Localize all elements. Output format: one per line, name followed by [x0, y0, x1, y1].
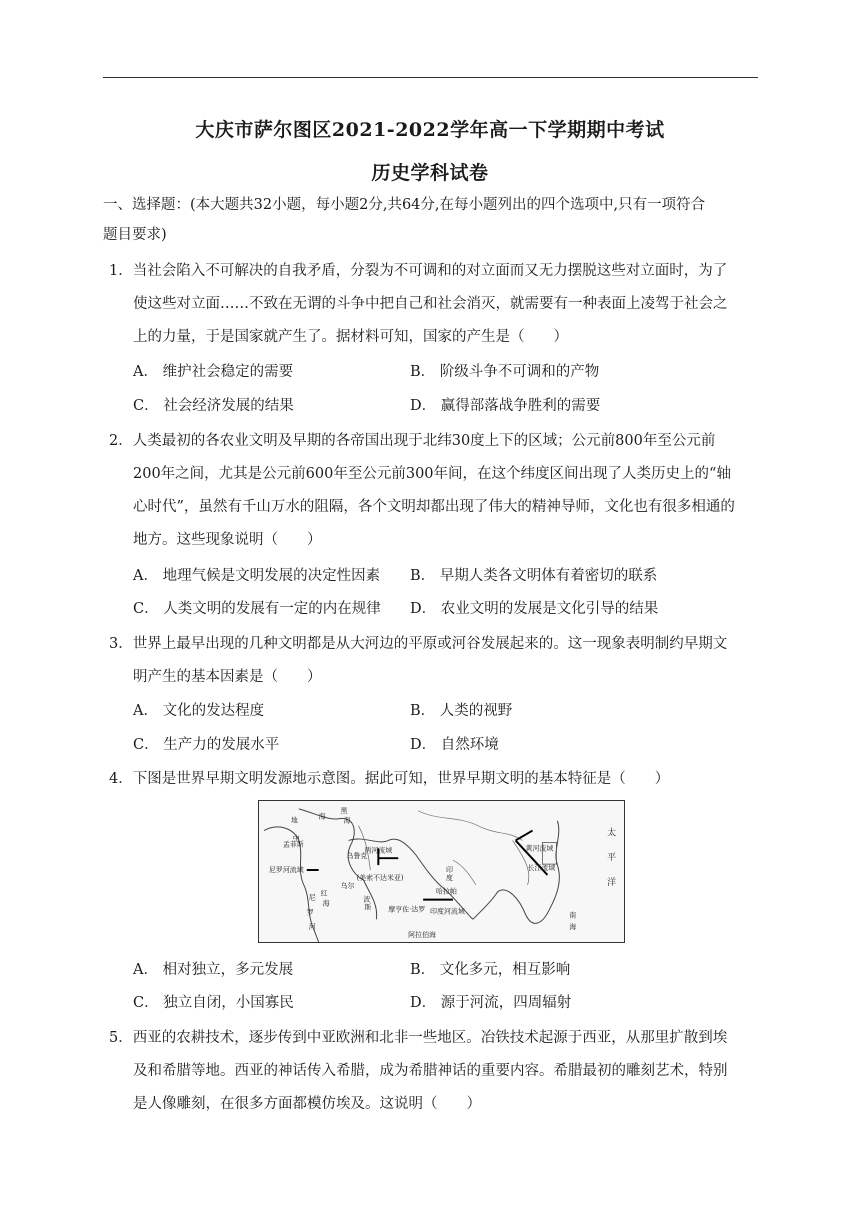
q2-stem-line1: 2．人类最初的各农业文明及早期的各帝国出现于北纬30度上下的区域；公元前800年至公元前 — [109, 433, 716, 449]
map-label-wulu: 乌鲁克 — [346, 852, 368, 861]
q2-stem-line2: 200年之间，尤其是公元前600年至公元前300年间，在这个纬度区间出现了人类历史上的“轴 — [133, 466, 731, 482]
q2-stem-line3: 心时代”，虽然有千山万水的阻隔，各个文明却都出现了伟大的精神导师，文化也有很多相通的 — [133, 499, 735, 515]
q4-stem-line1: 4．下图是世界早期文明发源地示意图。据此可知，世界早期文明的基本特征是（ ） — [109, 771, 670, 787]
map-label-lianghe: 两河流域 — [364, 846, 393, 855]
q2-stem-line4: 地方。这些现象说明（ ） — [133, 532, 322, 548]
map-label-arabian-sea: 阿拉伯海 — [408, 931, 436, 940]
q1-option-c: C． 社会经济发展的结果 — [133, 398, 294, 414]
map-label-nanhai: 海 — [569, 923, 577, 932]
map-label-meisu: (美索不达米亚) — [356, 873, 404, 882]
exam-subtitle: 历史学科试卷 — [371, 162, 489, 184]
map-label-bosi2: 斯 — [364, 903, 372, 912]
map-label-di: 地 — [290, 816, 298, 825]
q4-option-b: B． 文化多元，相互影响 — [410, 962, 571, 978]
q2-option-b: B． 早期人类各文明体有着密切的联系 — [410, 568, 658, 584]
q1-stem-line2: 使这些对立面……不致在无谓的斗争中把自己和社会消灭，就需要有一种表面上凌驾于社会之 — [133, 296, 728, 312]
map-label-yangtze: 长江流域 — [527, 864, 556, 873]
map-label-nan: 南 — [569, 911, 577, 920]
early-civilizations-map — [258, 800, 625, 943]
q5-stem-line1: 5．西亚的农耕技术，逐步传到中亚欧洲和北非一些地区。冶铁技术起源于西亚，从那里扩散到埃 — [109, 1030, 728, 1046]
q1-option-b: B． 阶级斗争不可调和的产物 — [410, 364, 600, 380]
q3-option-d: D． 自然环境 — [410, 737, 499, 753]
map-label-harappa: 哈拉帕 — [436, 887, 457, 896]
q5-stem-line2: 及和希腊等地。西亚的神话传入希腊，成为希腊神话的重要内容。希腊最初的雕刻艺术，特别 — [133, 1063, 728, 1079]
q3-stem-line1: 3．世界上最早出现的几种文明都是从大河边的平原或河谷发展起来的。这一现象表明制约早期文 — [109, 636, 728, 652]
map-label-he: 河 — [308, 923, 316, 932]
section-instruction-line1: 一、选择题：(本大题共32小题，每小题2分,共64分,在每小题列出的四个选项中,只有一项符合 — [103, 197, 706, 213]
map-label-ping: 平 — [607, 853, 617, 864]
map-label-hai: 海 — [318, 812, 326, 821]
q3-option-b: B． 人类的视野 — [410, 703, 513, 719]
q5-stem-line3: 是人像雕刻，在很多方面都模仿埃及。这说明（ ） — [133, 1096, 481, 1112]
map-label-yin: 印 — [445, 866, 453, 874]
q3-option-a: A． 文化的发达程度 — [133, 703, 265, 719]
q1-stem-line3: 上的力量，于是国家就产生了。据材料可知，国家的产生是（ ） — [133, 329, 568, 345]
q4-option-c: C． 独立自闭，小国寡民 — [133, 995, 294, 1011]
q2-option-d: D． 农业文明的发展是文化引导的结果 — [410, 601, 659, 617]
q2-option-a: A． 地理气候是文明发展的决定性因素 — [133, 568, 381, 584]
q3-stem-line2: 明产生的基本因素是（ ） — [133, 669, 322, 685]
map-label-hei: 黑 — [340, 806, 348, 815]
map-label-hong2: 海 — [322, 899, 330, 908]
map-label-hai2: 海 — [343, 816, 351, 825]
map-label-zhong: 中 — [292, 834, 300, 843]
map-label-yellow-river: 黄河流域 — [525, 844, 554, 853]
section-instruction-line2: 题目要求) — [103, 227, 167, 243]
map-label-ni: 尼 — [308, 893, 316, 902]
map-label-hong: 红 — [320, 889, 328, 898]
q1-option-a: A． 维护社会稳定的需要 — [133, 364, 294, 380]
top-rule — [103, 77, 758, 78]
map-label-luo: 罗 — [306, 908, 314, 917]
map-label-indus: 印度河流域 — [430, 907, 465, 916]
q3-option-c: C． 生产力的发展水平 — [133, 737, 280, 753]
map-label-mengfisi: 孟菲斯 — [282, 840, 304, 849]
map-label-yang: 洋 — [607, 877, 617, 888]
q1-option-d: D． 赢得部落战争胜利的需要 — [410, 398, 601, 414]
map-label-wuer: 乌尔 — [340, 881, 355, 890]
q2-option-c: C． 人类文明的发展有一定的内在规律 — [133, 601, 381, 617]
q4-option-d: D． 源于河流，四周辐射 — [410, 995, 572, 1011]
map-label-mohenjodaro: 摩亨佐·达罗 — [388, 905, 426, 914]
exam-title: 大庆市萨尔图区2021-2022学年高一下学期期中考试 — [195, 119, 665, 141]
map-label-nile: 尼罗河流域 — [268, 866, 304, 874]
map-label-bosi: 波 — [363, 895, 371, 904]
q1-stem-line1: 1．当社会陷入不可解决的自我矛盾，分裂为不可调和的对立面而又无力摆脱这些对立面时，为了 — [109, 263, 728, 279]
map-label-du: 度 — [445, 873, 453, 882]
q4-option-a: A． 相对独立，多元发展 — [133, 962, 294, 978]
map-label-tai: 太 — [607, 828, 617, 839]
